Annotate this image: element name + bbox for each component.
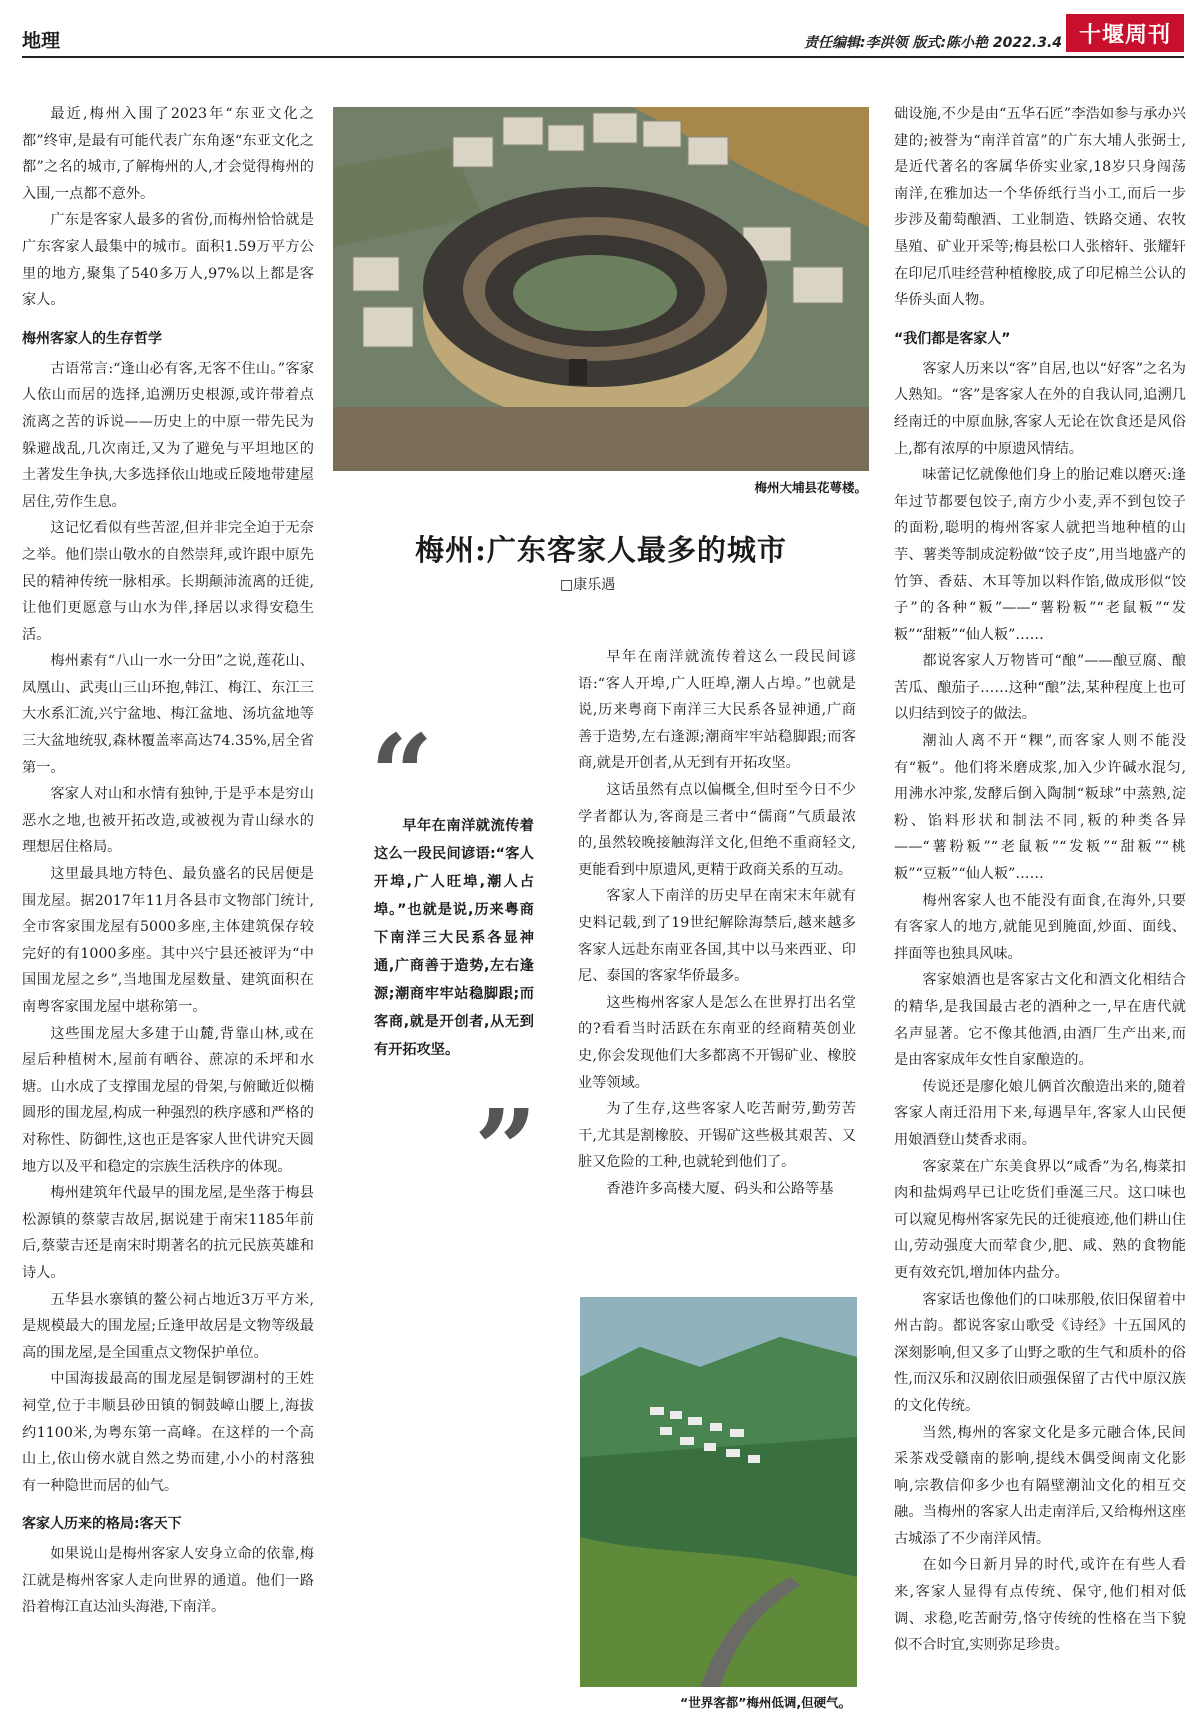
section-heading: “我们都是客家人” <box>894 330 1011 347</box>
paragraph: 五华县水寨镇的鳌公祠占地近3万平方米,是规模最大的围龙屋;丘逢甲故居是文物等级最高的围龙屋,是全国重点文物保护单位。 <box>22 1291 314 1361</box>
paragraph: 潮汕人离不开“粿”,而客家人则不能没有“粄”。他们将米磨成浆,加入少许碱水混匀,用沸水冲浆,发酵后倒入陶制“粄球”中蒸熟,淀粉、馅料形状和制法不同,粄的种类各异——“薯粉粄”“老鼠粄”“发粄”“甜粄”“桃粄”“豆粄”“仙人粄”…… <box>894 733 1186 883</box>
masthead-logo: 十堰周刊 <box>1066 14 1184 52</box>
paragraph: 这里最具地方特色、最负盛名的民居便是围龙屋。据2017年11月各县市文物部门统计,全市客家围龙屋有5000多座,主体建筑保存较完好的有1000多座。其中兴宁县还被评为“中国围龙屋之乡”,当地围龙屋数量、建筑面积在南粤客家围龙屋中堪称第一。 <box>22 866 314 1015</box>
paragraph: 传说还是廖化娘儿俩首次酿造出来的,随着客家人南迁沿用下来,每遇旱年,客家人山民便用娘酒登山焚香求雨。 <box>894 1078 1186 1148</box>
page-header <box>0 0 1200 60</box>
pull-quote <box>374 812 534 1064</box>
photo-caption: “世界客都”梅州低调,但硬气。 <box>680 1695 852 1710</box>
byline: □康乐遇 <box>560 577 616 593</box>
paragraph: 广东是客家人最多的省份,而梅州恰恰就是广东客家人最集中的城市。面积1.59万平方公里的地方,聚集了540多万人,97%以上都是客家人。 <box>22 212 314 309</box>
paragraph: 香港许多高楼大厦、码头和公路等基 <box>606 1180 834 1197</box>
paragraph: 味蕾记忆就像他们身上的胎记难以磨灭:逢年过节都要包饺子,南方少小麦,弄不到包饺子的面粉,聪明的梅州客家人就把当地种植的山芋、薯类等制成淀粉做“饺子皮”,用当地盛产的竹笋、香菇、木耳等加以料作馅,做成形似“饺子”的各种“粄”——“薯粉粄”“老鼠粄”“发粄”“甜粄”“仙人粄”…… <box>894 467 1186 643</box>
village-photo <box>580 1297 857 1687</box>
paragraph: 客家人下南洋的历史早在南宋末年就有史料记载,到了19世纪解除海禁后,越来越多客家人远赴东南亚各国,其中以马来西亚、印尼、泰国的客家华侨最多。 <box>578 888 856 985</box>
paragraph: 梅州素有“八山一水一分田”之说,莲花山、凤凰山、武夷山三山环抱,韩江、梅江、东江三大水系汇流,兴宁盆地、梅江盆地、汤坑盆地等三大盆地统驭,森林覆盖率高达74.35%,居全省第一。 <box>22 653 314 776</box>
paragraph: 都说客家人万物皆可“酿”——酿豆腐、酿苦瓜、酿茄子……这种“酿”法,某种程度上也可以归结到饺子的做法。 <box>894 653 1186 723</box>
village-illustration <box>580 1297 857 1687</box>
article-title: 梅州:广东客家人最多的城市 <box>415 533 787 567</box>
section-heading: 客家人历来的格局:客天下 <box>22 1516 182 1533</box>
editor-line: 责任编辑:李洪领 版式:陈小艳 2022.3.4 <box>803 35 1062 51</box>
open-quote-icon: “ <box>370 710 434 839</box>
tulou-illustration <box>333 107 869 471</box>
paragraph: 梅州建筑年代最早的围龙屋,是坐落于梅县松源镇的蔡蒙吉故居,据说建于南宋1185年前后,蔡蒙吉还是南宋时期著名的抗元民族英雄和诗人。 <box>22 1185 314 1281</box>
paragraph: 早年在南洋就流传着这么一段民间谚语:“客人开埠,广人旺埠,潮人占埠。”也就是说,历来粤商下南洋三大民系各显神通,广商善于造势,左右逢源;潮商牢牢站稳脚跟;而客商,就是开创者,从无到有开拓攻坚。 <box>578 649 856 772</box>
paragraph: 如果说山是梅州客家人安身立命的依靠,梅江就是梅州客家人走向世界的通道。他们一路沿着梅江直达汕头海港,下南洋。 <box>22 1546 314 1616</box>
paragraph: 这话虽然有点以偏概全,但时至今日不少学者都认为,客商是三者中“儒商”气质最浓的,虽然较晚接触海洋文化,但绝不重商轻文,更能看到中原遗风,更精于政商关系的互动。 <box>578 781 856 878</box>
paragraph: 客家娘酒也是客家古文化和酒文化相结合的精华,是我国最古老的酒种之一,早在唐代就名声显著。它不像其他酒,由酒厂生产出来,而是由客家成年女性自家酿造的。 <box>894 972 1186 1069</box>
paragraph: 客家话也像他们的口味那般,依旧保留着中州古韵。都说客家山歌受《诗经》十五国风的深刻影响,但又多了山野之歌的生气和质朴的俗性,而汉乐和汉剧依旧顽强保留了古代中原汉族的文化传统。 <box>894 1291 1186 1414</box>
paragraph: 客家人历来以“客”自居,也以“好客”之名为人熟知。“客”是客家人在外的自我认同,追溯几经南迁的中原血脉,客家人无论在饮食还是风俗上,都有浓厚的中原遗风情结。 <box>894 360 1186 457</box>
paragraph: 客家菜在广东美食界以“咸香”为名,梅菜扣肉和盐焗鸡早已让吃货们垂涎三尺。这口味也可以窥见梅州客家先民的迁徙痕迹,他们耕山住山,劳动强度大而荤食少,肥、咸、熟的食物能更有效充饥,增加体内盐分。 <box>894 1158 1186 1281</box>
section-heading: 梅州客家人的生存哲学 <box>22 330 162 347</box>
header-rule <box>22 56 1184 58</box>
article-column-3 <box>578 644 856 1202</box>
paragraph: 当然,梅州的客家文化是多元融合体,民间采茶戏受赣南的影响,提线木偶受闽南文化影响,宗教信仰多少也有隔壁潮汕文化的相互交融。当梅州的客家人出走南洋后,又给梅州这座古城添了不少南洋风情。 <box>894 1424 1186 1547</box>
close-quote-icon: ” <box>474 1085 538 1214</box>
paragraph: 这些梅州客家人是怎么在世界打出名堂的?看看当时活跃在东南亚的经商精英创业史,你会发现他们大多都离不开锡矿业、橡胶业等领域。 <box>578 994 856 1091</box>
paragraph: 这些围龙屋大多建于山麓,背靠山林,或在屋后种植树木,屋前有晒谷、蔗凉的禾坪和水塘。山水成了支撑围龙屋的骨架,与俯瞰近似椭圆形的围龙屋,构成一种强烈的秩序感和严格的对称性、防御性,这也正是客家人世代讲究天圆地方以及平和稳定的宗族生活秩序的体现。 <box>22 1025 314 1175</box>
section-tag: 地理 <box>22 30 61 52</box>
paragraph: 中国海拔最高的围龙屋是铜锣湖村的王姓祠堂,位于丰顺县砂田镇的铜鼓嶂山腰上,海拔约1100米,为粤东第一高峰。在这样的一个高山上,依山傍水就自然之势而建,小小的村落独有一种隐世而居的仙气。 <box>22 1371 314 1494</box>
paragraph: 这记忆看似有些苦涩,但并非完全迫于无奈之举。他们崇山敬水的自然崇拜,或许跟中原先民的精神传统一脉相承。长期颠沛流离的迁徙,让他们更愿意与山水为伴,择居以求得安稳生活。 <box>22 520 314 643</box>
paragraph: 础设施,不少是由“五华石匠”李浩如参与承办兴建的;被誉为“南洋首富”的广东大埔人张弼士,是近代著名的客属华侨实业家,18岁只身闯荡南洋,在雅加达一个华侨纸行当小工,而后一步步涉及葡萄酿酒、工业制造、铁路交通、农牧垦殖、矿业开采等;梅县松口人张榕轩、张耀轩在印尼爪哇经营种植橡胶,成了印尼棉兰公认的华侨头面人物。 <box>894 106 1186 309</box>
tulou-photo <box>333 107 869 471</box>
paragraph: 最近,梅州入围了2023年“东亚文化之都”终审,是最有可能代表广东角逐“东亚文化之都”之名的城市,了解梅州的人,才会觉得梅州的入围,一点都不意外。 <box>22 106 314 202</box>
article-column-4 <box>894 101 1186 1659</box>
paragraph: 梅州客家人也不能没有面食,在海外,只要有客家人的地方,就能见到腌面,炒面、面线、拌面等也独具风味。 <box>894 892 1186 962</box>
photo-caption: 梅州大埔县花萼楼。 <box>754 480 867 495</box>
paragraph: 在如今日新月异的时代,或许在有些人看来,客家人显得有点传统、保守,他们相对低调、求稳,吃苦耐劳,恪守传统的性格在当下貌似不合时宜,实则弥足珍贵。 <box>894 1557 1186 1654</box>
article-column-1 <box>22 101 314 1621</box>
pull-quote-text: 早年在南洋就流传着这么一段民间谚语:“客人开埠,广人旺埠,潮人占埠。”也就是说,历来粤商下南洋三大民系各显神通,广商善于造势,左右逢源;潮商牢牢站稳脚跟;而客商,就是开创者,从无到有开拓攻坚。 <box>374 818 534 1058</box>
paragraph: 为了生存,这些客家人吃苦耐劳,勤劳苦干,尤其是割橡胶、开锡矿这些极其艰苦、又脏又危险的工种,也就轮到他们了。 <box>578 1101 856 1171</box>
paragraph: 古语常言:“逢山必有客,无客不住山。”客家人依山而居的选择,追溯历史根源,或许带着点流离之苦的诉说——历史上的中原一带先民为躲避战乱,几次南迁,又为了避免与平坦地区的土著发生争执,大多选择依山地或丘陵地带建屋居住,劳作生息。 <box>22 360 314 510</box>
paragraph: 客家人对山和水情有独钟,于是乎本是穷山恶水之地,也被开拓改造,或被视为青山绿水的理想居住格局。 <box>22 786 314 856</box>
